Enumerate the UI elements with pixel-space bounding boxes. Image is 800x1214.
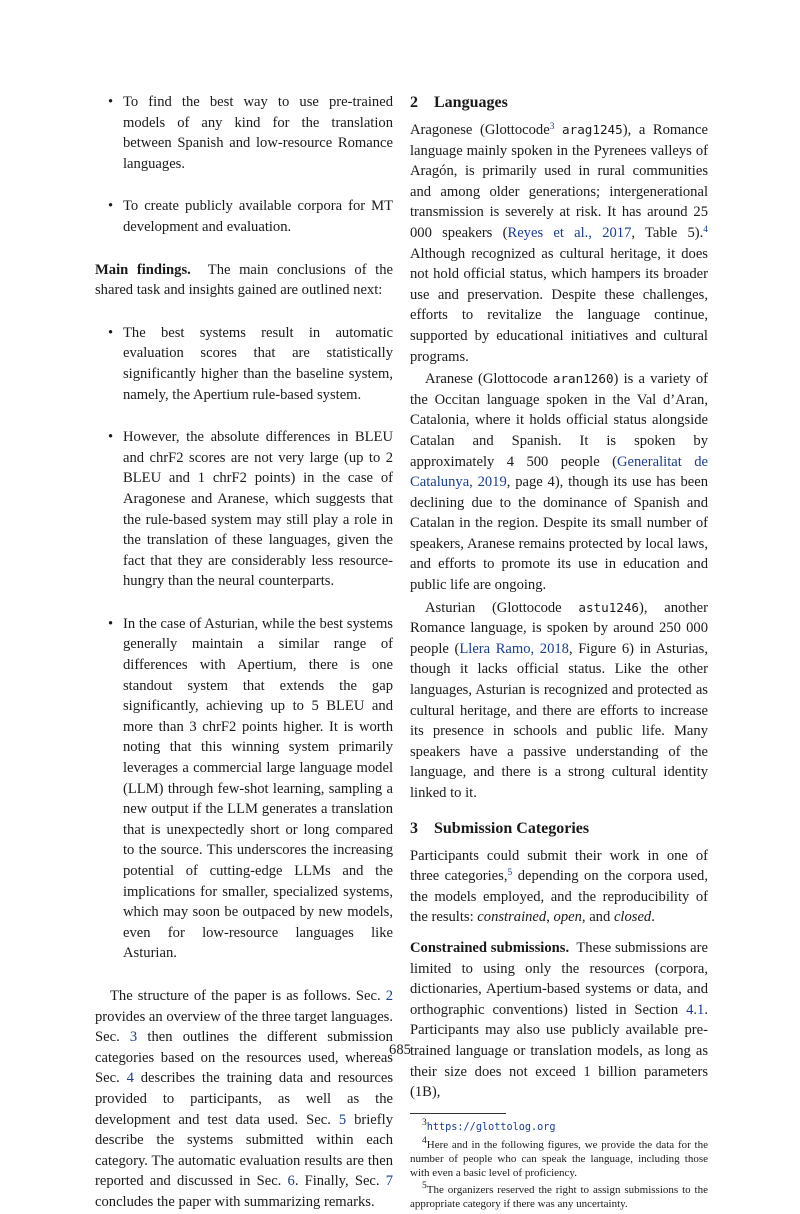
text-run: , and bbox=[581, 909, 611, 926]
section-link[interactable]: 4.1 bbox=[686, 1001, 705, 1018]
text-run: then outlines the different submission categories based on the resources used, whereas Sec. bbox=[95, 1029, 393, 1087]
list-item: • To create publicly available corpora for MT development and evaluation. bbox=[95, 196, 393, 237]
section-link[interactable]: 4 bbox=[126, 1070, 134, 1087]
text-run: Asturian (Glottocode bbox=[425, 599, 562, 616]
footnote-mark[interactable]: 3 bbox=[549, 122, 555, 132]
category-term: closed bbox=[613, 909, 652, 926]
text-run: Participants could submit their work in one of three categories, bbox=[410, 847, 708, 885]
text-run: , Figure 6) in Asturias, though it lacks official status. Like the other languages, Asturian is recognized and protected as cultural heritage, and there are efforts to increase its presence in schools and public life. Many speakers have a passive understanding of the language, and there is a strong cultural identity linked to it. bbox=[410, 640, 708, 801]
text-run: The structure of the paper is as follows. Sec. bbox=[110, 987, 381, 1004]
footnote-number: 4 bbox=[422, 1135, 427, 1146]
footnote-mark[interactable]: 4 bbox=[703, 224, 708, 235]
list-item: • To find the best way to use pre-trained models of any kind for the translation between Spanish and low-resource Romance languages. bbox=[95, 92, 393, 174]
category-term: constrained bbox=[477, 909, 547, 926]
aranese-paragraph bbox=[410, 369, 708, 596]
footnote bbox=[410, 1180, 708, 1211]
citation-link[interactable]: Generalitat de Catalunya, 2019 bbox=[410, 453, 708, 491]
text-run: . Finally, Sec. bbox=[294, 1173, 380, 1190]
constrained-paragraph bbox=[410, 938, 708, 1103]
glottolog-url[interactable]: https://glottolog.org bbox=[426, 1121, 556, 1133]
text-run: depending on the corpora used, the models employed, and the reproducibility of the results: bbox=[410, 868, 708, 926]
footnote-divider bbox=[410, 1113, 506, 1114]
text-run: , Table 5). bbox=[631, 224, 704, 241]
text-run: ), a Romance language mainly spoken in the Pyrenees valleys of Aragón, is primarily used in rural communities and among older generations; intergenerational transmission is severely at risk. It has around 25 000 speakers ( bbox=[410, 122, 708, 241]
footnotes bbox=[410, 1117, 708, 1211]
text-run: ), another Romance language, is spoken by around 250 000 people ( bbox=[410, 599, 708, 657]
structure-paragraph bbox=[95, 986, 393, 1213]
footnote-text: The organizers reserved the right to assign submissions to the appropriate category if there was any uncertainty. bbox=[410, 1183, 708, 1210]
section-title: Languages bbox=[434, 94, 508, 111]
text-run: . Participants may also use publicly available pre-trained language or translation models, as long as their size does not exceed 1 billion parameters (1B), bbox=[410, 1001, 708, 1101]
constrained-heading: Constrained submissions. bbox=[410, 939, 570, 956]
footnote bbox=[410, 1117, 708, 1135]
list-item: • However, the absolute differences in BLEU and chrF2 scores are not very large (up to 2 BLEU and 1 chrF2 points) in the case of Aragonese and Aranese, which suggests that the rule-based system may still play a role in the translation of these languages, given the fact that they are considerably less resource-hungry than the neural counterparts. bbox=[95, 427, 393, 592]
text-run: describes the training data and resources provided to participants, as well as the development and test data used. Sec. bbox=[95, 1070, 393, 1128]
text-run: Aragonese (Glottocode bbox=[410, 122, 550, 138]
text-run: , page 4), though its use has been declining due to the dominance of Spanish and Catalan in the region. Despite its small number of speakers, Aranese remains protected by local laws, and efforts to promote its use in education and public life are ongoing. bbox=[410, 474, 708, 594]
glottocode: arag1245 bbox=[562, 122, 623, 137]
section-number: 2 bbox=[410, 94, 418, 111]
text-run: concludes the paper with summarizing remarks. bbox=[95, 1193, 375, 1210]
text-run: These submissions are limited to using only the resources (corpora, dictionaries, Apertium-based systems or data, and orthographic conventions) listed in Section bbox=[410, 939, 708, 1018]
main-findings-heading: Main findings. bbox=[95, 261, 191, 278]
footnote-number: 3 bbox=[422, 1117, 427, 1128]
glottocode: astu1246 bbox=[578, 599, 640, 615]
main-findings-paragraph bbox=[95, 260, 393, 301]
footnote-mark[interactable]: 5 bbox=[507, 868, 513, 879]
section-link[interactable]: 5 bbox=[338, 1111, 347, 1128]
footnote-number: 5 bbox=[422, 1180, 427, 1191]
section-number: 3 bbox=[410, 819, 418, 837]
text-run: briefly describe the systems submitted within each category. The automatic evaluation results are then reported and discussed in Sec. bbox=[95, 1111, 393, 1190]
list-item: • In the case of Asturian, while the best systems generally maintain a similar range of differences with Apertium, there is one standout system that extends the gap significantly, achieving up to 5 BLEU and more than 3 chrF2 points higher. It is worth noting that this winning system primarily leverages a commercial large language model (LLM) through few-shot learning, sampling a new output if the LLM generates a translation that is unexpectedly short or long compared to the source. This underscores the increasing potential of cutting-edge LLMs and the implications for smaller, specialized systems, which may soon be outpaced by new models, even for low-resource languages like Asturian. bbox=[95, 614, 393, 964]
text-run: , bbox=[546, 909, 550, 926]
main-findings-text: The main conclusions of the shared task and insights gained are outlined next: bbox=[95, 261, 393, 299]
footnote bbox=[410, 1135, 708, 1180]
aragonese-paragraph bbox=[410, 120, 708, 367]
glottocode: aran1260 bbox=[552, 371, 614, 387]
section-link[interactable]: 6 bbox=[287, 1173, 295, 1190]
citation-link[interactable]: Llera Ramo, 2018 bbox=[459, 640, 569, 657]
findings-list bbox=[95, 323, 393, 964]
text-run: provides an overview of the three target languages. Sec. bbox=[95, 1008, 393, 1046]
page-number: 685 bbox=[389, 1042, 411, 1058]
section-heading-submission-categories bbox=[410, 818, 708, 840]
citation-link[interactable]: Reyes et al., 2017 bbox=[507, 224, 632, 241]
text-run: . bbox=[651, 909, 655, 926]
footnote-text: Here and in the following figures, we provide the data for the number of people who can speak the language, including those with even a basic level of proficiency. bbox=[410, 1138, 708, 1179]
categories-paragraph bbox=[410, 846, 708, 928]
objectives-list bbox=[95, 92, 393, 238]
section-link[interactable]: 7 bbox=[385, 1173, 394, 1190]
section-link[interactable]: 2 bbox=[385, 987, 393, 1004]
section-heading-languages bbox=[410, 92, 708, 114]
category-term: open bbox=[553, 909, 582, 926]
asturian-paragraph bbox=[410, 598, 708, 804]
section-link[interactable]: 3 bbox=[129, 1029, 138, 1046]
text-run: ) is a variety of the Occitan language spoken in the Val d’Aran, Catalonia, where it holds official status alongside Catalan and Spanish. It is spoken by approximately 4 500 people ( bbox=[410, 371, 708, 470]
text-run: Although recognized as cultural heritage, it does not hold official status, which hampers its broader use and preservation. Despite these challenges, efforts to revitalize the language continue, supported by educational initiatives and cultural programs. bbox=[410, 245, 708, 365]
list-item: • The best systems result in automatic evaluation scores that are statistically significantly higher than the baseline system, namely, the Apertium rule-based system. bbox=[95, 323, 393, 405]
section-title: Submission Categories bbox=[434, 819, 590, 837]
text-run: Aranese (Glottocode bbox=[425, 371, 548, 388]
